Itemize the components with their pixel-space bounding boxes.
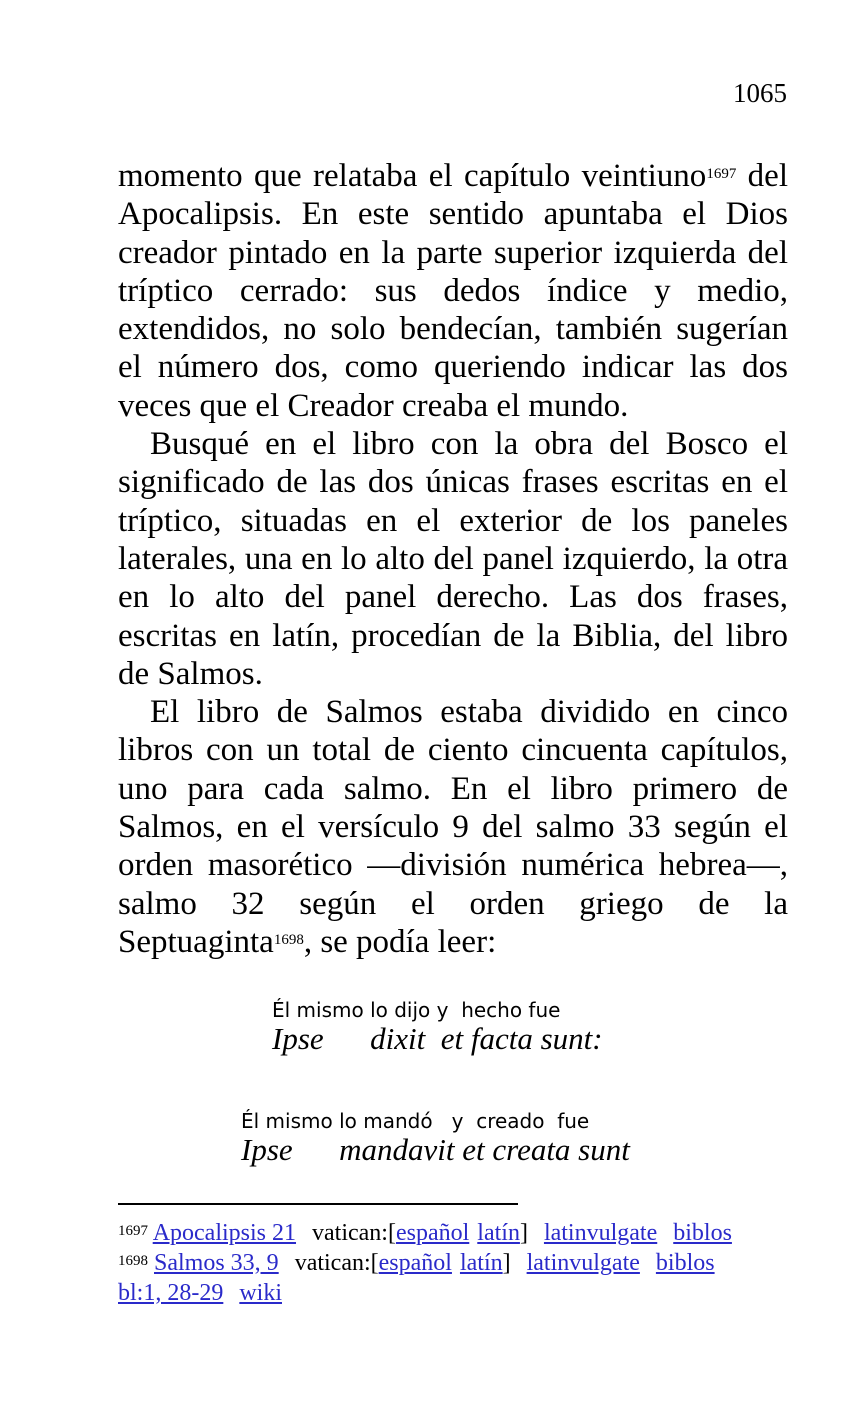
bracket-close: ]	[519, 1220, 528, 1246]
quote-1-translation: Él mismo lo dijo y hecho fue	[272, 998, 561, 1022]
footnote-1697	[118, 1218, 798, 1248]
footnote-ref-1698[interactable]: 1698	[273, 931, 304, 948]
page-number: 1065	[733, 78, 787, 108]
paragraph-3	[118, 693, 788, 923]
link-biblos[interactable]: biblos	[673, 1220, 732, 1246]
quote-2-latin: Ipse mandavit et creata sunt	[241, 1132, 630, 1167]
quote-2	[241, 1109, 630, 1167]
quote-2-translation: Él mismo lo mandó y creado fue	[241, 1109, 590, 1133]
link-biblos[interactable]: biblos	[655, 1250, 715, 1276]
bracket-close: ]	[502, 1250, 511, 1276]
paragraph-1	[118, 157, 788, 425]
link-latinvulgate[interactable]: latinvulgate	[526, 1250, 640, 1276]
link-bl[interactable]: bl:1, 28-29	[118, 1280, 224, 1306]
footnote-1698-cont	[118, 1278, 798, 1308]
link-salmos-33-9[interactable]: Salmos 33, 9	[154, 1250, 279, 1276]
paragraph-3-end	[118, 923, 788, 961]
paragraph-3-text-b: Septuaginta	[118, 923, 274, 960]
paragraph-3-text-c: , se podía leer:	[303, 923, 497, 960]
link-espanol[interactable]: español	[395, 1220, 470, 1246]
footnote-ref-1697[interactable]: 1697	[706, 166, 737, 182]
footnote-divider	[118, 1203, 518, 1205]
body-text	[118, 157, 788, 961]
paragraph-3-text-a: El libro de Salmos estaba dividido en cinco libros con un total de ciento cincuenta capítulos, uno para cada salmo. En el libro primero de Salmos, en el versículo 9 del salmo 33 según el orden masorético —división numérica hebrea—, salmo 32 según el orden griego de la	[118, 694, 788, 922]
link-latin[interactable]: latín	[459, 1250, 503, 1276]
paragraph-1-text-b: del Apocalipsis. En este sentido apuntaba el Dios creador pintado en la parte superior izquierda del tríptico cerrado: sus dedos índice y medio, extendidos, no solo bendecían, también sugerían el número dos, como queriendo indicar las dos veces que el Creador creaba el mundo.	[118, 158, 788, 424]
quote-1	[272, 998, 603, 1056]
footnotes	[118, 1218, 798, 1308]
vatican-prefix: vatican:[	[294, 1250, 379, 1276]
link-wiki[interactable]: wiki	[239, 1280, 282, 1306]
quote-1-latin: Ipse dixit et facta sunt:	[272, 1021, 603, 1056]
link-latin[interactable]: latín	[477, 1220, 520, 1246]
footnote-number: 1697	[118, 1223, 148, 1239]
vatican-prefix: vatican:[	[312, 1220, 396, 1246]
link-espanol[interactable]: español	[378, 1250, 452, 1276]
paragraph-2: Busqué en el libro con la obra del Bosco el significado de las dos únicas frases escritas en el tríptico, situadas en el exterior de los paneles laterales, una en lo alto del panel izquierdo, la otra en lo alto del panel derecho. Las dos frases, escritas en latín, procedían de la Biblia, del libro de Salmos.	[118, 426, 788, 692]
footnote-number: 1698	[118, 1253, 148, 1269]
paragraph-1-text-a: momento que relataba el capítulo veintiuno	[118, 158, 707, 194]
link-apocalipsis-21[interactable]: Apocalipsis 21	[152, 1220, 297, 1246]
link-latinvulgate[interactable]: latinvulgate	[543, 1220, 658, 1246]
footnote-1698	[118, 1248, 798, 1278]
